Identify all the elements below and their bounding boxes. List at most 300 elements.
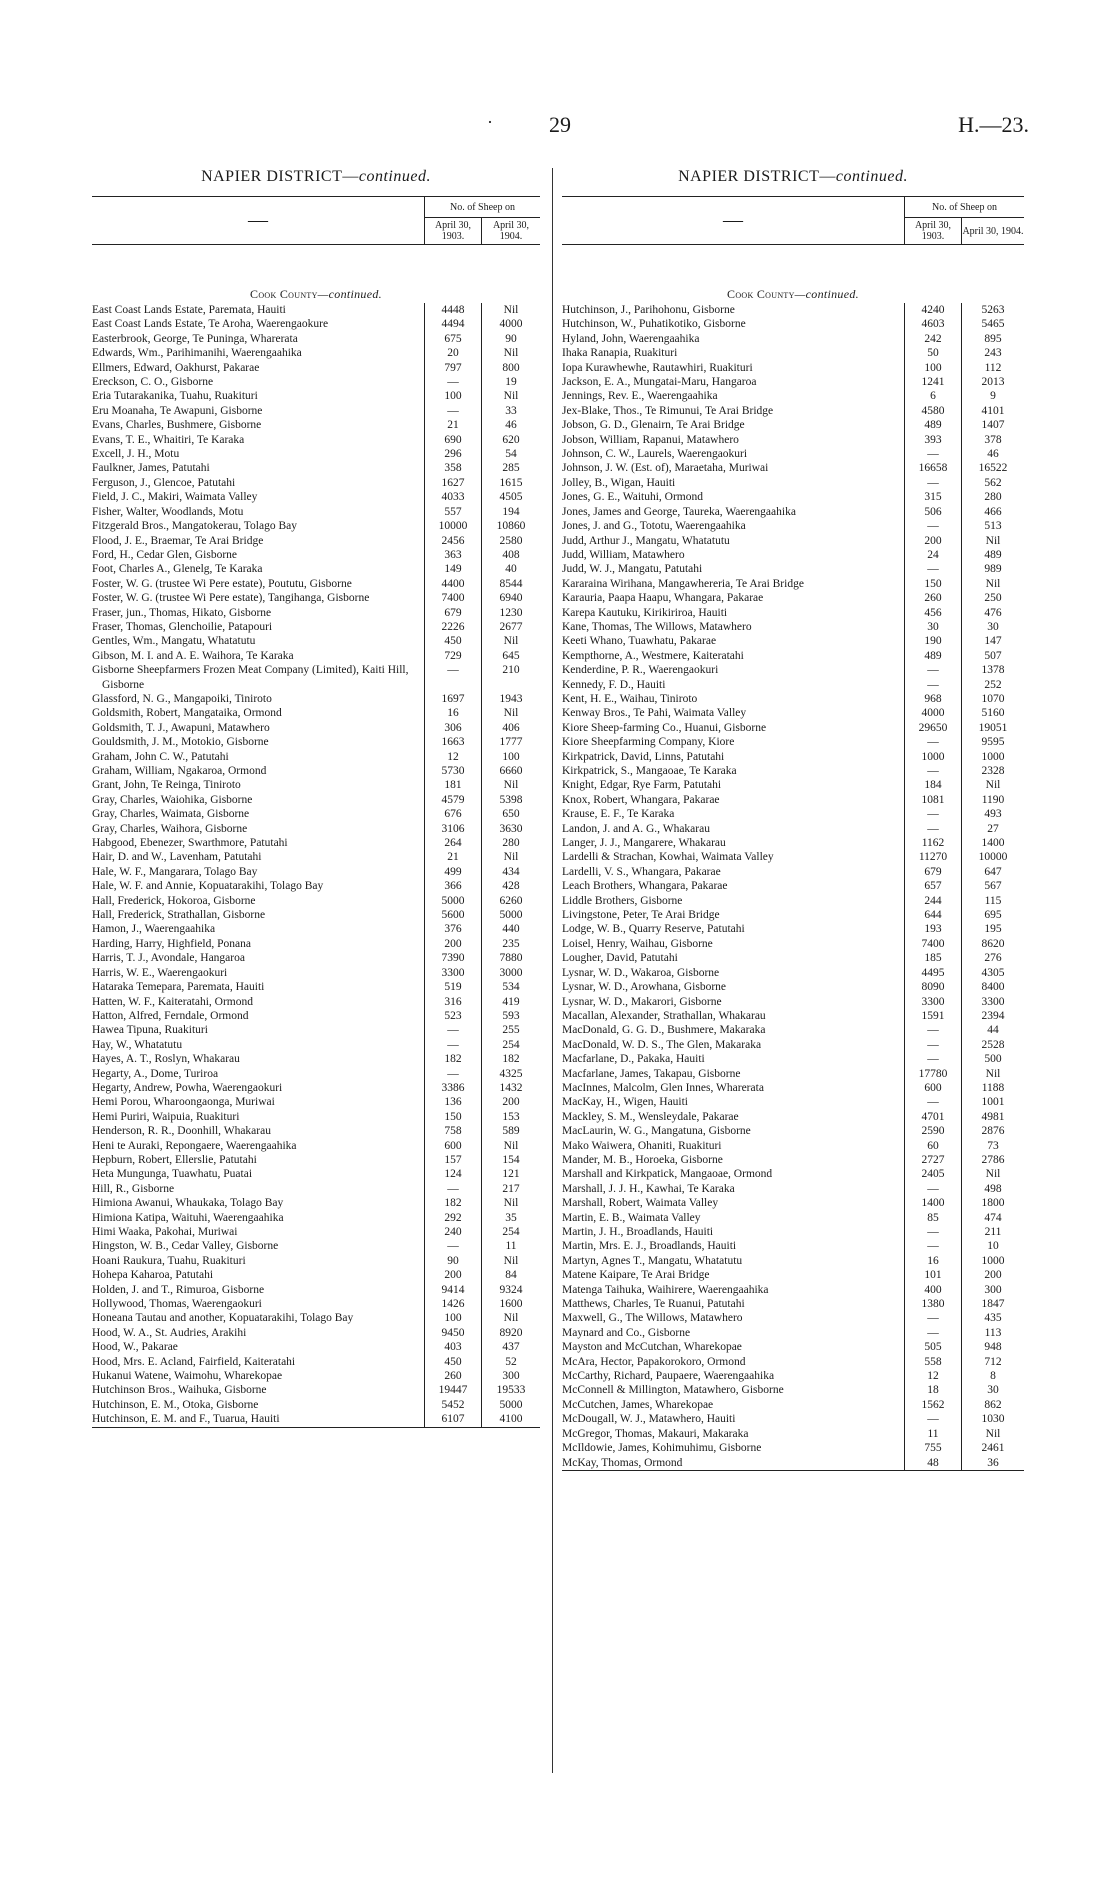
sheep-1903: 393 xyxy=(904,433,961,447)
sheep-1903: 149 xyxy=(424,562,481,576)
sheep-1903: 200 xyxy=(904,534,961,548)
sheep-1903: 9450 xyxy=(424,1326,481,1340)
sheep-1904: 154 xyxy=(481,1153,540,1167)
owner-name: Himiona Katipa, Waituhi, Waerengaahika xyxy=(92,1211,284,1224)
table-row xyxy=(562,346,1024,360)
owner-name: Harris, T. J., Avondale, Hangaroa xyxy=(92,952,245,965)
owner-name: Gray, Charles, Waimata, Gisborne xyxy=(92,808,250,821)
owner-name: Judd, Arthur J., Mangatu, Whatatutu xyxy=(562,534,730,547)
sheep-1904: 54 xyxy=(481,447,540,461)
owner-name: Karauria, Paapa Haapu, Whangara, Pakarae xyxy=(562,592,764,605)
page-number: 29 xyxy=(549,112,571,137)
sheep-1904: Nil xyxy=(481,706,540,720)
sheep-1903: — xyxy=(904,764,961,778)
table-row xyxy=(92,634,540,648)
owner-name: Hoani Raukura, Tuahu, Ruakituri xyxy=(92,1254,246,1267)
sheep-1903: 4494 xyxy=(424,317,481,331)
sheep-1904: 1378 xyxy=(961,663,1024,677)
sheep-1903: 519 xyxy=(424,980,481,994)
owner-name: McCutchen, James, Wharekopae xyxy=(562,1398,714,1411)
sheep-1904: 419 xyxy=(481,995,540,1009)
sheep-1903: 797 xyxy=(424,361,481,375)
table-row xyxy=(562,908,1024,922)
sheep-1904: 8544 xyxy=(481,577,540,591)
owner-name: MacLaurin, W. G., Mangatuna, Gisborne xyxy=(562,1125,751,1138)
sheep-1903: 24 xyxy=(904,548,961,562)
owner-name: Lysnar, W. D., Wakaroa, Gisborne xyxy=(562,966,720,979)
sheep-1903: 499 xyxy=(424,865,481,879)
owner-name: McKay, Thomas, Ormond xyxy=(562,1456,683,1469)
owner-name: Kenway Bros., Te Pahi, Waimata Valley xyxy=(562,707,747,720)
sheep-1903: 16 xyxy=(424,706,481,720)
sheep-1903: — xyxy=(424,1182,481,1196)
table-row xyxy=(92,735,540,749)
table-row xyxy=(92,966,540,980)
table-row xyxy=(92,1311,540,1325)
sheep-1903: 306 xyxy=(424,721,481,735)
owner-name: Gray, Charles, Waiohika, Gisborne xyxy=(92,793,253,806)
table-row xyxy=(92,908,540,922)
table-row xyxy=(562,1283,1024,1297)
sheep-1903: 21 xyxy=(424,850,481,864)
owner-name: Loisel, Henry, Waihau, Gisborne xyxy=(562,937,713,950)
sheep-1903: — xyxy=(424,404,481,418)
sheep-1904: 2394 xyxy=(961,1009,1024,1023)
owner-name: MacDonald, W. D. S., The Glen, Makaraka xyxy=(562,1038,762,1051)
sheep-1903: 4033 xyxy=(424,490,481,504)
table-row xyxy=(562,649,1024,663)
table-row xyxy=(562,404,1024,418)
sheep-1904: 280 xyxy=(961,490,1024,504)
table-row xyxy=(562,1182,1024,1196)
sheep-1904: 46 xyxy=(961,447,1024,461)
sheep-1903: 968 xyxy=(904,692,961,706)
sheep-1904: 250 xyxy=(961,591,1024,605)
sheep-1903: 193 xyxy=(904,922,961,936)
table-row xyxy=(92,692,540,706)
table-row xyxy=(562,1326,1024,1340)
table-row xyxy=(562,1225,1024,1239)
sheep-1904: 562 xyxy=(961,476,1024,490)
sheep-1904: 147 xyxy=(961,634,1024,648)
sheep-1903: 264 xyxy=(424,836,481,850)
owner-name: Ferguson, J., Glencoe, Patutahi xyxy=(92,476,236,489)
table-row xyxy=(562,836,1024,850)
sheep-group-header: No. of Sheep on xyxy=(425,197,541,218)
owner-name: Kirkpatrick, S., Mangaoae, Te Karaka xyxy=(562,765,737,777)
table-row xyxy=(562,951,1024,965)
sheep-1903: — xyxy=(424,1038,481,1052)
table-row xyxy=(92,1369,540,1383)
sheep-1903: 657 xyxy=(904,879,961,893)
table-row xyxy=(562,1081,1024,1095)
table-row xyxy=(562,663,1024,677)
table-row xyxy=(92,1254,540,1268)
sheep-1904: 194 xyxy=(481,505,540,519)
sheep-1903: 17780 xyxy=(904,1067,961,1081)
table-row xyxy=(92,850,540,864)
table-row xyxy=(562,591,1024,605)
sheep-1904: 1800 xyxy=(961,1196,1024,1210)
owner-name: Jackson, E. A., Mungatai-Maru, Hangaroa xyxy=(562,376,757,389)
sheep-1904: 115 xyxy=(961,894,1024,908)
sheep-1904: 493 xyxy=(961,807,1024,821)
sheep-1904: 1600 xyxy=(481,1297,540,1311)
table-row xyxy=(92,764,540,778)
sheep-1903: — xyxy=(904,562,961,576)
table-bottom-rule xyxy=(92,1427,540,1428)
sheep-1904: 16522 xyxy=(961,461,1024,475)
owner-name: Lysnar, W. D., Makarori, Gisborne xyxy=(562,995,722,1008)
sheep-1903: 100 xyxy=(424,389,481,403)
owner-name: Hood, Mrs. E. Acland, Fairfield, Kaiteratahi xyxy=(92,1355,296,1368)
sheep-1903: 679 xyxy=(904,865,961,879)
table-row xyxy=(562,966,1024,980)
table-row xyxy=(562,1067,1024,1081)
sheep-1903: 4495 xyxy=(904,966,961,980)
sheep-1903: 29650 xyxy=(904,721,961,735)
sheep-1903: 1380 xyxy=(904,1297,961,1311)
owner-name: McIldowie, James, Kohimuhimu, Gisborne xyxy=(562,1442,762,1455)
owner-name: Flood, J. E., Braemar, Te Arai Bridge xyxy=(92,534,264,547)
table-row xyxy=(562,476,1024,490)
sheep-1904: 1432 xyxy=(481,1081,540,1095)
sheep-1903: 240 xyxy=(424,1225,481,1239)
table-row xyxy=(92,879,540,893)
table-row xyxy=(92,1081,540,1095)
sheep-1904: 243 xyxy=(961,346,1024,360)
sheep-1904: 276 xyxy=(961,951,1024,965)
sheep-1904: 507 xyxy=(961,649,1024,663)
table-row xyxy=(92,1124,540,1138)
owner-name: Eru Moanaha, Te Awapuni, Gisborne xyxy=(92,404,263,417)
owner-name: Foster, W. G. (trustee Wi Pere estate), Poututu, Gisborne xyxy=(92,577,352,590)
owner-name: Lysnar, W. D., Arowhana, Gisborne xyxy=(562,981,727,994)
owner-name: McConnell & Millington, Matawhero, Gisborne xyxy=(562,1384,784,1397)
sheep-1903: 679 xyxy=(424,606,481,620)
table-row xyxy=(92,1283,540,1297)
owner-name: Macallan, Alexander, Strathallan, Whakarau xyxy=(562,1009,766,1022)
table-row xyxy=(92,1196,540,1210)
sheep-1904: 200 xyxy=(481,1095,540,1109)
sheep-1904: 7880 xyxy=(481,951,540,965)
sheep-1904: 434 xyxy=(481,865,540,879)
owner-name: MacDonald, G. G. D., Bushmere, Makaraka xyxy=(562,1024,766,1037)
table-row xyxy=(92,375,540,389)
sheep-1903: 558 xyxy=(904,1355,961,1369)
owner-name: Hall, Frederick, Hokoroa, Gisborne xyxy=(92,894,256,907)
sheep-1904: 712 xyxy=(961,1355,1024,1369)
col-1903-header: April 30, 1903. xyxy=(905,218,962,245)
sheep-1904: 2013 xyxy=(961,375,1024,389)
owner-name: Himi Waaka, Pakohai, Muriwai xyxy=(92,1226,238,1238)
owner-name: Goldsmith, T. J., Awapuni, Matawhero xyxy=(92,721,270,734)
owner-name: Ellmers, Edward, Oakhurst, Pakarae xyxy=(92,361,260,374)
sheep-1903: 4603 xyxy=(904,317,961,331)
table-row xyxy=(92,606,540,620)
owner-name: Jobson, William, Rapanui, Matawhero xyxy=(562,433,739,446)
sheep-1904: 100 xyxy=(481,750,540,764)
table-bottom-rule xyxy=(562,1470,1024,1471)
sheep-1903: 1081 xyxy=(904,793,961,807)
owner-name: Matthews, Charles, Te Ruanui, Patutahi xyxy=(562,1298,745,1311)
sheep-1904: 113 xyxy=(961,1326,1024,1340)
owner-name: Gray, Charles, Waihora, Gisborne xyxy=(92,822,248,835)
owner-name: Johnson, C. W., Laurels, Waerengaokuri xyxy=(562,448,748,461)
sheep-1904: 1615 xyxy=(481,476,540,490)
sheep-1904: 476 xyxy=(961,606,1024,620)
owner-name: Hutchinson, E. M., Otoka, Gisborne xyxy=(92,1398,259,1411)
sheep-1903: 4240 xyxy=(904,303,961,317)
sheep-1904: 11 xyxy=(481,1239,540,1253)
owner-name: Fisher, Walter, Woodlands, Motu xyxy=(92,505,244,518)
sheep-1904: 489 xyxy=(961,548,1024,562)
owner-name: McAra, Hector, Papakorokoro, Ormond xyxy=(562,1355,746,1368)
table-row xyxy=(562,778,1024,792)
owner-name: Hood, W., Pakarae xyxy=(92,1341,178,1354)
sheep-1904: 650 xyxy=(481,807,540,821)
sheep-1904: 27 xyxy=(961,822,1024,836)
owner-name: Kent, H. E., Waihau, Tiniroto xyxy=(562,692,698,705)
sheep-1904: 285 xyxy=(481,461,540,475)
sheep-1904: 474 xyxy=(961,1211,1024,1225)
owner-name: Hohepa Kaharoa, Patutahi xyxy=(92,1269,214,1282)
table-row xyxy=(92,951,540,965)
sheep-1903: 9414 xyxy=(424,1283,481,1297)
owner-name: Hale, W. F. and Annie, Kopuatarakihi, Tolago Bay xyxy=(92,880,324,893)
county-heading xyxy=(562,285,1024,303)
sheep-1903: — xyxy=(904,1023,961,1037)
sheep-1904: 6660 xyxy=(481,764,540,778)
owner-name: Hay, W., Whatatutu xyxy=(92,1038,183,1051)
sheep-1904: 2677 xyxy=(481,620,540,634)
county-name: Cook County xyxy=(250,287,318,301)
sheep-1904: 534 xyxy=(481,980,540,994)
owner-name: Hood, W. A., St. Audries, Arakihi xyxy=(92,1326,247,1339)
table-header xyxy=(562,196,1024,245)
right-column xyxy=(562,166,1024,1471)
sheep-1904: 19051 xyxy=(961,721,1024,735)
sheep-1903: 90 xyxy=(424,1254,481,1268)
sheep-1904: 593 xyxy=(481,1009,540,1023)
owner-name: Karepa Kautuku, Kirikiriroa, Hauiti xyxy=(562,606,728,619)
sheep-1904: 280 xyxy=(481,836,540,850)
owner-name: Holden, J. and T., Rimuroa, Gisborne xyxy=(92,1283,265,1296)
owner-name: Hingston, W. B., Cedar Valley, Gisborne xyxy=(92,1240,279,1253)
sheep-1903: 260 xyxy=(424,1369,481,1383)
sheep-1904: 5398 xyxy=(481,793,540,807)
table-row xyxy=(92,461,540,475)
sheep-1903: 7400 xyxy=(904,937,961,951)
district-title xyxy=(92,166,540,188)
owner-name: East Coast Lands Estate, Te Aroha, Waerengaokure xyxy=(92,318,329,331)
sheep-1904: 408 xyxy=(481,548,540,562)
table-header xyxy=(92,196,540,245)
sheep-1904: 620 xyxy=(481,433,540,447)
table-row xyxy=(92,476,540,490)
sheep-1903: 11270 xyxy=(904,850,961,864)
owner-name: Mayston and McCutchan, Wharekopae xyxy=(562,1341,742,1354)
sheep-1904: 210 xyxy=(481,663,540,692)
owner-name: MacInnes, Malcolm, Glen Innes, Wharerata xyxy=(562,1081,764,1094)
table-row xyxy=(562,865,1024,879)
owner-name: Harris, W. E., Waerengaokuri xyxy=(92,966,228,979)
owner-name: Landon, J. and A. G., Whakarau xyxy=(562,822,710,835)
table-row xyxy=(562,1412,1024,1426)
sheep-1903: 20 xyxy=(424,346,481,360)
sheep-1903: 6107 xyxy=(424,1412,481,1426)
owner-name: Macfarlane, D., Pakaka, Hauiti xyxy=(562,1053,705,1066)
sheep-1903: 50 xyxy=(904,346,961,360)
owner-name: Macfarlane, James, Takapau, Gisborne xyxy=(562,1067,741,1080)
sheep-1903: 12 xyxy=(424,750,481,764)
sheep-1904: 36 xyxy=(961,1456,1024,1470)
sheep-1904: 4101 xyxy=(961,404,1024,418)
sheep-1904: Nil xyxy=(961,1067,1024,1081)
sheep-1903: 7400 xyxy=(424,591,481,605)
owner-name: Foot, Charles A., Glenelg, Te Karaka xyxy=(92,563,263,576)
owner-name: Knox, Robert, Whangara, Pakarae xyxy=(562,793,720,806)
sheep-1904: 1070 xyxy=(961,692,1024,706)
table-row xyxy=(562,1211,1024,1225)
owner-name: Foster, W. G. (trustee Wi Pere estate), Tangihanga, Gisborne xyxy=(92,592,370,605)
sheep-1903: — xyxy=(424,375,481,389)
sheep-1904: 33 xyxy=(481,404,540,418)
sheep-1904: 500 xyxy=(961,1052,1024,1066)
sheep-1904: 121 xyxy=(481,1167,540,1181)
sheep-1904: 10860 xyxy=(481,519,540,533)
owner-name: Krause, E. F., Te Karaka xyxy=(562,808,675,821)
owner-name: McCarthy, Richard, Paupaere, Waerengaahika xyxy=(562,1370,775,1383)
sheep-1903: 506 xyxy=(904,505,961,519)
table-row xyxy=(562,1297,1024,1311)
sheep-1903: — xyxy=(904,1052,961,1066)
table-row xyxy=(92,980,540,994)
owner-name: Hukanui Watene, Waimohu, Wharekopae xyxy=(92,1370,283,1383)
document-code: H.—23. xyxy=(958,112,1029,137)
county-heading xyxy=(92,285,540,303)
sheep-1904: 300 xyxy=(481,1369,540,1383)
owner-name: Kennedy, F. D., Hauiti xyxy=(562,678,666,691)
table-row xyxy=(562,1167,1024,1181)
table-row xyxy=(562,995,1024,1009)
sheep-1904: 8920 xyxy=(481,1326,540,1340)
table-row xyxy=(92,562,540,576)
table-row xyxy=(92,995,540,1009)
owner-name: Martin, J. H., Broadlands, Hauiti xyxy=(562,1226,714,1238)
owner-name: Jolley, B., Wigan, Hauiti xyxy=(562,476,676,489)
sheep-1904: 40 xyxy=(481,562,540,576)
name-column-header: — xyxy=(92,197,425,245)
sheep-1904: Nil xyxy=(481,346,540,360)
owner-name: Harding, Harry, Highfield, Ponana xyxy=(92,937,251,950)
sheep-1903: — xyxy=(904,663,961,677)
sheep-1904: 406 xyxy=(481,721,540,735)
owner-name: Hill, R., Gisborne xyxy=(92,1182,175,1195)
table-row xyxy=(562,1110,1024,1124)
sheep-1903: 1400 xyxy=(904,1196,961,1210)
sheep-1903: — xyxy=(904,1412,961,1426)
sheep-1903: 1000 xyxy=(904,750,961,764)
sheep-1904: 3000 xyxy=(481,966,540,980)
owner-name: Hair, D. and W., Lavenham, Patutahi xyxy=(92,851,262,864)
sheep-1904: 695 xyxy=(961,908,1024,922)
sheep-1904: 5465 xyxy=(961,317,1024,331)
district-title-continued: continued. xyxy=(835,168,908,185)
table-row xyxy=(92,490,540,504)
sheep-1903: — xyxy=(424,1023,481,1037)
sheep-1904: Nil xyxy=(961,577,1024,591)
sheep-1903: 182 xyxy=(424,1052,481,1066)
table-row xyxy=(562,793,1024,807)
sheep-1904: 3300 xyxy=(961,995,1024,1009)
table-row xyxy=(92,1383,540,1397)
owner-name: Fraser, jun., Thomas, Hikato, Gisborne xyxy=(92,606,272,619)
table-row xyxy=(92,1067,540,1081)
table-row xyxy=(92,505,540,519)
sheep-1903: — xyxy=(904,1311,961,1325)
table-row xyxy=(92,1326,540,1340)
sheep-1904: 1001 xyxy=(961,1095,1024,1109)
owner-name: Hale, W. F., Mangarara, Tolago Bay xyxy=(92,865,258,878)
sheep-1904: Nil xyxy=(481,850,540,864)
owner-name: Hawea Tipuna, Ruakituri xyxy=(92,1024,208,1037)
table-row xyxy=(92,721,540,735)
table-row xyxy=(92,1095,540,1109)
owner-name: Lardelli & Strachan, Kowhai, Waimata Valley xyxy=(562,851,774,864)
table-row xyxy=(92,1110,540,1124)
sheep-1904: 513 xyxy=(961,519,1024,533)
owner-name: Hutchinson, W., Puhatikotiko, Gisborne xyxy=(562,318,746,331)
table-row xyxy=(92,548,540,562)
owner-name: Honeana Tautau and another, Kopuatarakihi, Tolago Bay xyxy=(92,1312,354,1325)
owner-name: Hutchinson, J., Parihohonu, Gisborne xyxy=(562,304,735,316)
sheep-1903: 16658 xyxy=(904,461,961,475)
sheep-1903: 315 xyxy=(904,490,961,504)
sheep-1903: 1241 xyxy=(904,375,961,389)
owner-name: Gibson, M. I. and A. E. Waihora, Te Karaka xyxy=(92,649,294,662)
table-row xyxy=(562,361,1024,375)
sheep-1903: — xyxy=(904,519,961,533)
sheep-1903: 4579 xyxy=(424,793,481,807)
table-row xyxy=(562,577,1024,591)
owner-name: Martyn, Agnes T., Mangatu, Whatatutu xyxy=(562,1254,743,1267)
sheep-1904: 9324 xyxy=(481,1283,540,1297)
county-continued: —continued. xyxy=(317,287,382,301)
table-row xyxy=(92,332,540,346)
owner-name: Heta Mungunga, Tuawhatu, Puatai xyxy=(92,1168,253,1181)
sheep-group-header: No. of Sheep on xyxy=(905,197,1025,218)
table-row xyxy=(92,865,540,879)
table-row xyxy=(562,937,1024,951)
sheep-1904: 2876 xyxy=(961,1124,1024,1138)
sheep-1903: 403 xyxy=(424,1340,481,1354)
table-row xyxy=(92,620,540,634)
sheep-1903: 5452 xyxy=(424,1398,481,1412)
sheep-1903: 316 xyxy=(424,995,481,1009)
sheep-1903: 644 xyxy=(904,908,961,922)
table-row xyxy=(562,1441,1024,1455)
table-row xyxy=(562,1124,1024,1138)
table-row xyxy=(562,1023,1024,1037)
sheep-1903: 11 xyxy=(904,1427,961,1441)
sheep-1904: Nil xyxy=(961,1167,1024,1181)
table-row xyxy=(92,1139,540,1153)
sheep-1904: 437 xyxy=(481,1340,540,1354)
sheep-1903: 600 xyxy=(904,1081,961,1095)
sheep-1904: 428 xyxy=(481,879,540,893)
table-row xyxy=(92,1297,540,1311)
